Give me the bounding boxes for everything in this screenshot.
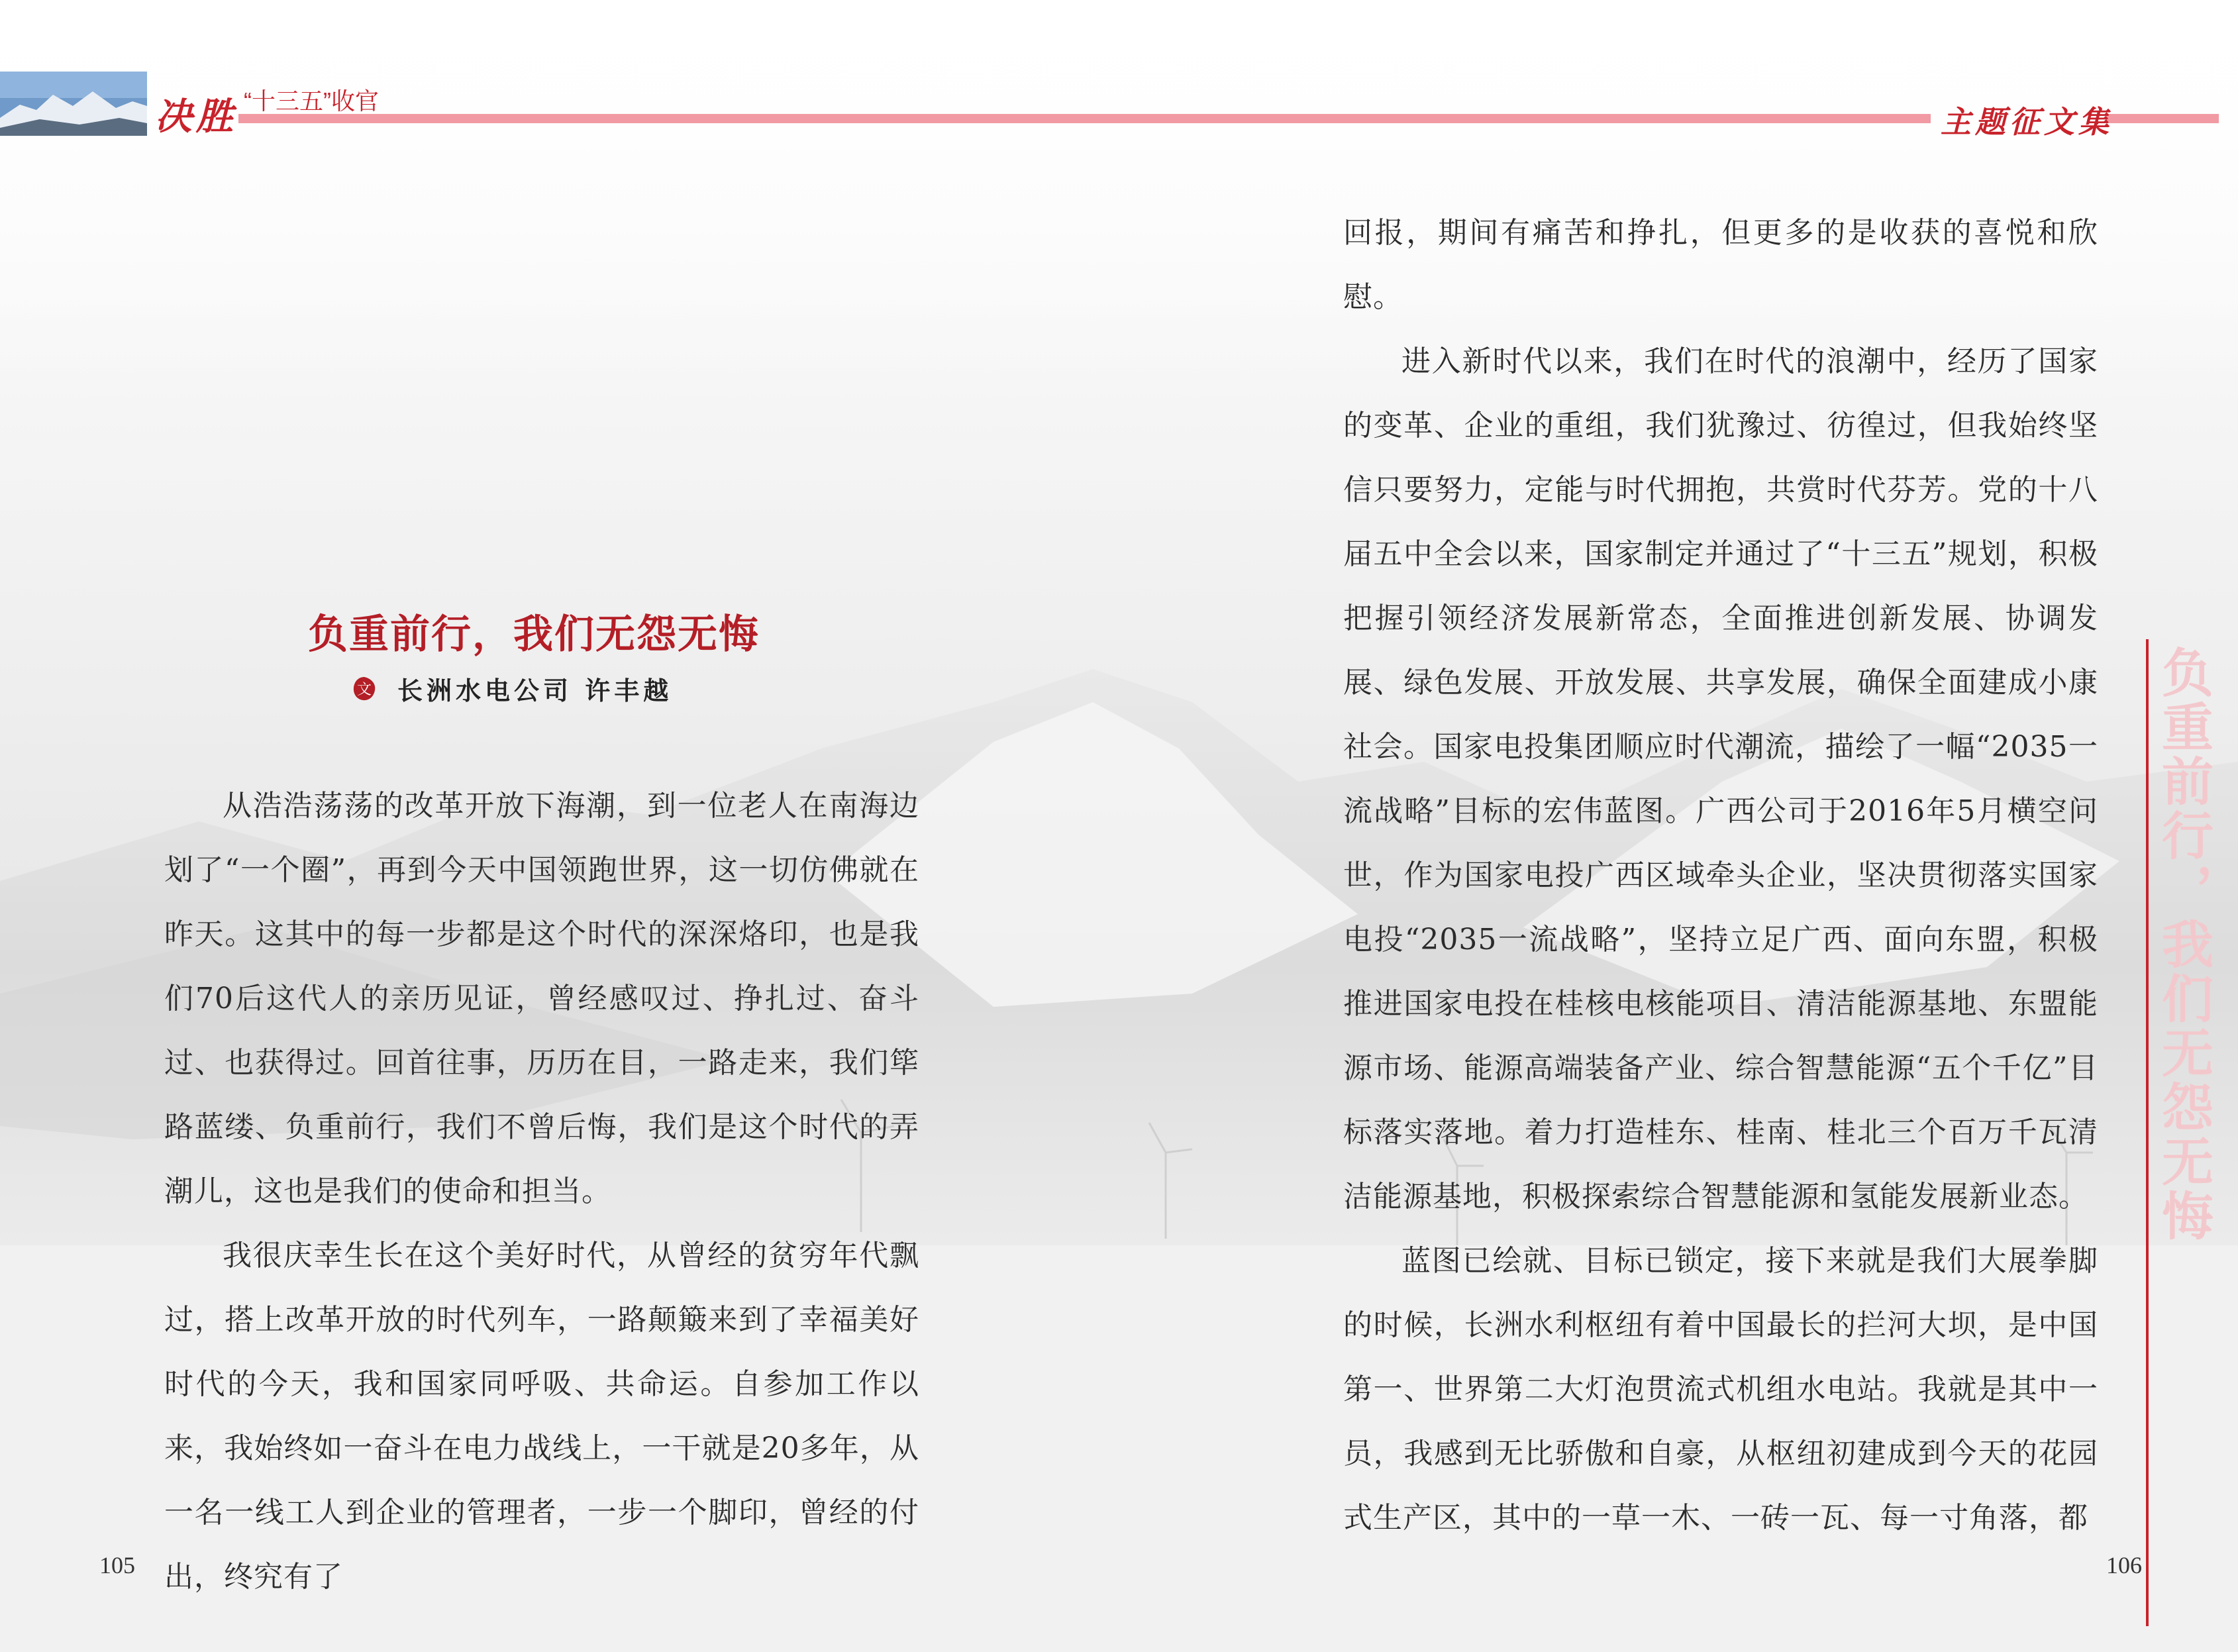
paragraph: 回报，期间有痛苦和挣扎，但更多的是收获的喜悦和欣慰。 bbox=[1343, 216, 2098, 314]
paragraph: 进入新时代以来，我们在时代的浪潮中，经历了国家的变革、企业的重组，我们犹豫过、彷徨过，但我始终坚信只要努力，定能与时代拥抱，共赏时代芬芳。党的十八届五中全会以来，国家制定并通过了“十三五”规划，积极把握引领经济发展新常态，全面推进创新发展、协调发展、绿色发展、开放发展、共享发展，确保全面建成小康社会。国家电投集团顺应时代潮流，描绘了一幅“2035一流战略”目标的宏伟蓝图。广西公司于2016年5月横空问世，作为国家电投广西区域牵头企业，坚决贯彻落实国家电投“2035一流战略”，坚持立足广西、面向东盟，积极推进国家电投在桂核电核能项目、清洁能源基地、东盟能源市场、能源高端装备产业、综合智慧能源“五个千亿”目标落实落地。着力打造桂东、桂南、桂北三个百万千瓦清洁能源基地，积极探索综合智慧能源和氢能发展新业态。 bbox=[1343, 344, 2098, 1213]
seal-char: 文 bbox=[356, 681, 372, 698]
seal-icon bbox=[351, 676, 378, 702]
paragraph: 我很庆幸生长在这个美好时代，从曾经的贫穷年代飘过，搭上改革开放的时代列车，一路颠簸来到了幸福美好时代的今天，我和国家同呼吸、共命运。自参加工作以来，我始终如一奋斗在电力战线上，一干就是20多年，从一名一线工人到企业的管理者，一步一个脚印，曾经的付出，终究有了 bbox=[164, 1239, 919, 1594]
header-rule-left bbox=[238, 114, 1931, 123]
header-section-label: 主题征文集 bbox=[1941, 104, 2113, 140]
article-title: 负重前行，我们无怨无悔 bbox=[308, 611, 760, 658]
side-divider-line bbox=[2146, 639, 2149, 1626]
header-mountain-photo bbox=[0, 72, 147, 136]
side-vertical-title: 负重前行，我们无怨无悔 bbox=[2153, 646, 2213, 1243]
byline bbox=[351, 670, 672, 707]
page-number-left: 105 bbox=[99, 1552, 135, 1578]
right-column bbox=[1343, 201, 2098, 1550]
header-subtitle: “十三五”收官 bbox=[244, 87, 379, 115]
header-rule-right bbox=[2106, 114, 2219, 123]
paragraph: 蓝图已绘就、目标已锁定，接下来就是我们大展拳脚的时候，长洲水利枢纽有着中国最长的拦河大坝，是中国第一、世界第二大灯泡贯流式机组水电站。我就是其中一员，我感到无比骄傲和自豪，从枢纽初建成到今天的花园式生产区，其中的一草一木、一砖一瓦、每一寸角落，都 bbox=[1343, 1244, 2098, 1535]
author-name: 长洲水电公司 许丰越 bbox=[397, 676, 673, 705]
header-logo-text: 决胜 bbox=[155, 95, 237, 138]
left-column bbox=[164, 774, 919, 1609]
page-number-right: 106 bbox=[2106, 1552, 2142, 1578]
paragraph: 从浩浩荡荡的改革开放下海潮，到一位老人在南海边划了“一个圈”，再到今天中国领跑世界，这一切仿佛就在昨天。这其中的每一步都是这个时代的深深烙印，也是我们70后这代人的亲历见证，曾经感叹过、挣扎过、奋斗过、也获得过。回首往事，历历在目，一路走来，我们筚路蓝缕、负重前行，我们不曾后悔，我们是这个时代的弄潮儿，这也是我们的使命和担当。 bbox=[164, 789, 919, 1208]
